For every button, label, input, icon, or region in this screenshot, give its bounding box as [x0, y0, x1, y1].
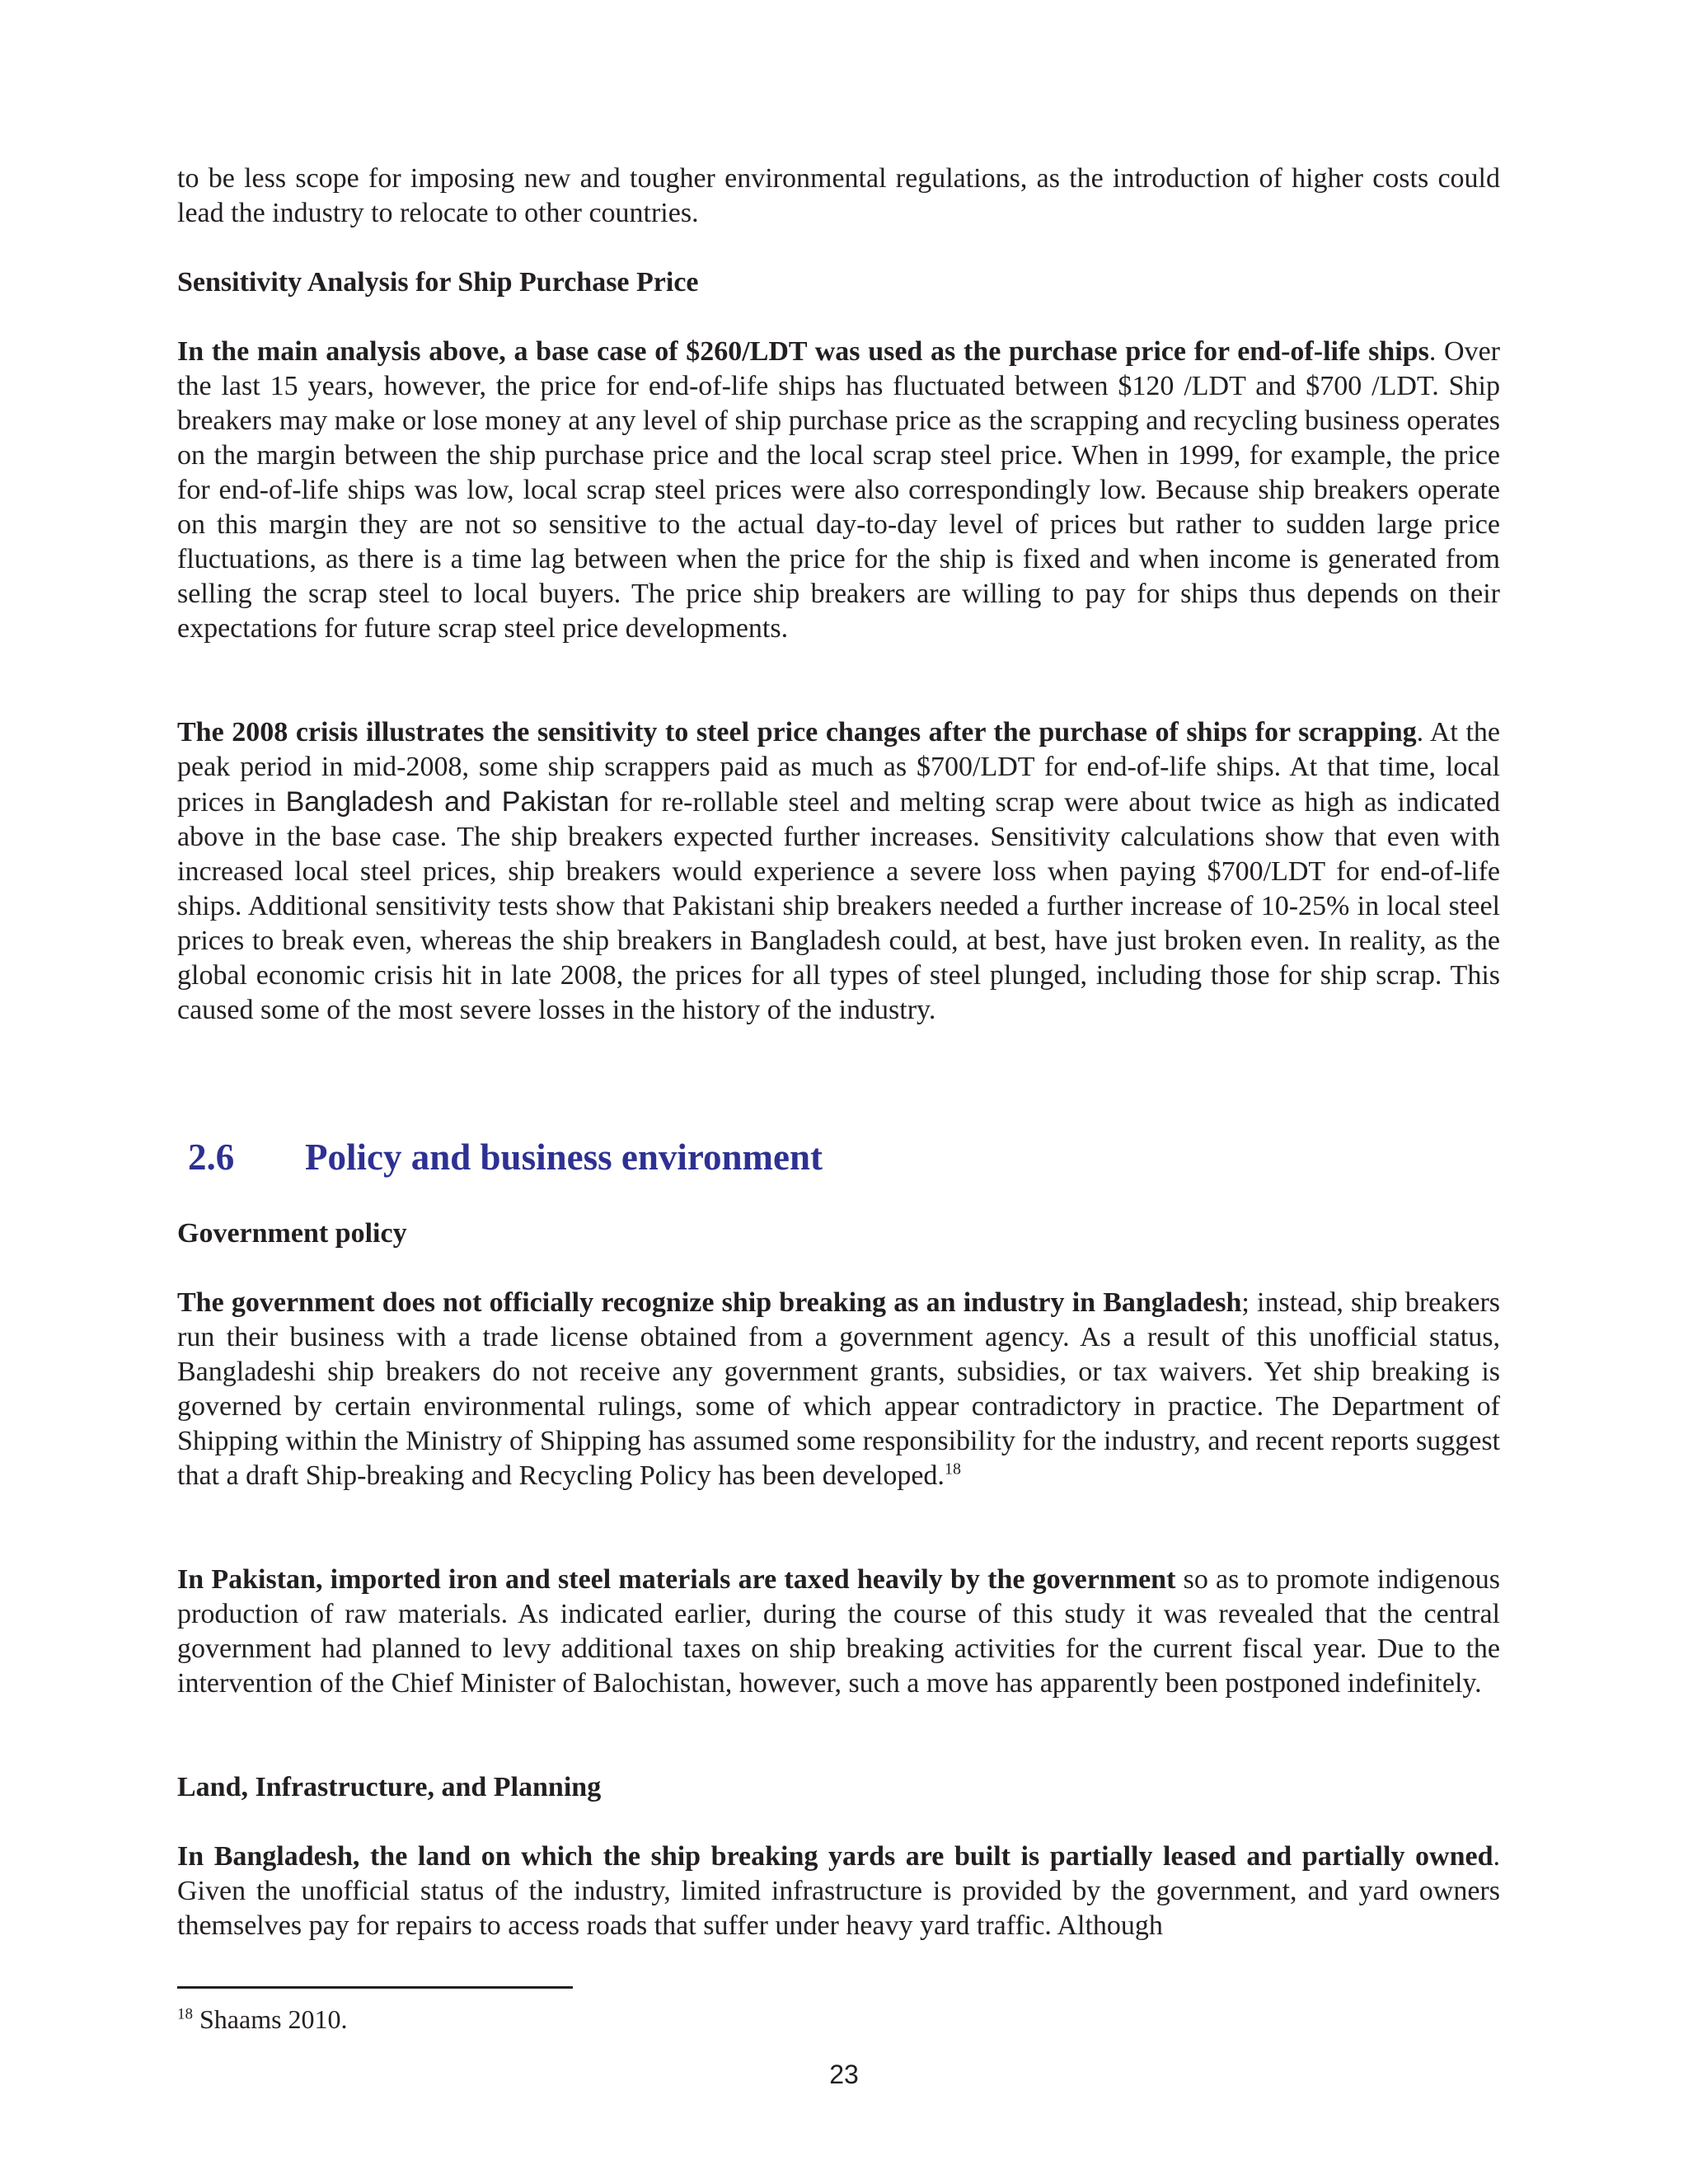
page-number: 23 [829, 2060, 859, 2089]
sensitivity-paragraph-1 [177, 335, 1500, 646]
section-number: 2.6 [188, 1137, 235, 1178]
government-heading: Government policy [177, 1218, 407, 1249]
footnote [177, 2003, 348, 2036]
government-para2-lead: In Pakistan, imported iron and steel materials are taxed heavily by the government [177, 1564, 1176, 1595]
sensitivity-para2-body-b: for re-rollable steel and melting scrap were about twice as high as indicated above in the base case. The ship breakers expected further increases. Sensitivity calculations show that even with increased local steel prices, ship breakers would experience a severe loss when paying $700/LDT for end-of-life ships. Additional sensitivity tests show that Pakistani ship breakers needed a further increase of 10-25% in local steel prices to break even, whereas the ship breakers in Bangladesh could, at best, have just broken even. In reality, as the global economic crisis hit in late 2008, the prices for all types of steel plunged, including those for ship scrap. This caused some of the most severe losses in the history of the industry. [177, 787, 1501, 1025]
sensitivity-paragraph-2 [177, 715, 1500, 1028]
sensitivity-heading: Sensitivity Analysis for Ship Purchase Price [177, 267, 699, 298]
footnote-divider [177, 1986, 573, 1989]
section-title: Policy and business environment [305, 1137, 823, 1178]
intro-paragraph [177, 162, 1500, 231]
land-paragraph-1 [177, 1840, 1500, 1943]
government-para1-lead: The government does not officially recognize ship breaking as an industry in Bangladesh [177, 1287, 1242, 1318]
land-para1-lead: In Bangladesh, the land on which the ship breaking yards are built is partially leased and partially owned [177, 1841, 1493, 1872]
government-para1-body: ; instead, ship breakers run their business with a trade license obtained from a government agency. As a result of this unofficial status, Bangladeshi ship breakers do not receive any government grants, subsidies, or tax waivers. Yet ship breaking is governed by certain environmental rulings, some of which appear contradictory in practice. The Department of Shipping within the Ministry of Shipping has assumed some responsibility for the industry, and recent reports suggest that a draft Ship-breaking and Recycling Policy has been developed. [177, 1287, 1501, 1491]
sensitivity-para1-lead: In the main analysis above, a base case of $260/LDT was used as the purchase price for end-of-life ships [177, 336, 1429, 367]
government-paragraph-1 [177, 1286, 1500, 1493]
section-heading [188, 1134, 823, 1180]
sensitivity-para1-body: . Over the last 15 years, however, the price for end-of-life ships has fluctuated between $120 /LDT and $700 /LDT. Ship breakers may make or lose money at any level of ship purchase price as the scrapping and recycling business operates on the margin between the ship purchase price and the local scrap steel price. When in 1999, for example, the price for end-of-life ships was low, local scrap steel prices were also correspondingly low. Because ship breakers operate on this margin they are not so sensitive to the actual day-to-day level of prices but rather to sudden large price fluctuations, as there is a time lag between when the price for the ship is fixed and when income is generated from selling the scrap steel to local buyers. The price ship breakers are willing to pay for ships thus depends on their expectations for future scrap steel price developments. [177, 336, 1501, 644]
footnote-text: Shaams 2010. [193, 2004, 348, 2034]
intro-text: to be less scope for imposing new and tougher environmental regulations, as the introduction of higher costs could lead the industry to relocate to other countries. [177, 163, 1500, 228]
sensitivity-para2-countries: Bangladesh and Pakistan [285, 786, 610, 818]
land-heading: Land, Infrastructure, and Planning [177, 1772, 602, 1802]
government-para2-body: so as to promote indigenous production of raw materials. As indicated earlier, during the course of this study it was revealed that the central government had planned to levy additional taxes on ship breaking activities for the current fiscal year. Due to the intervention of the Chief Minister of Balochistan, however, such a move has apparently been postponed indefinitely. [177, 1564, 1500, 1699]
government-paragraph-2 [177, 1563, 1500, 1701]
footnote-reference: 18 [944, 1460, 961, 1479]
footnote-number: 18 [177, 2005, 193, 2023]
land-para1-body: . Given the unofficial status of the industry, limited infrastructure is provided by the government, and yard owners themselves pay for repairs to access roads that suffer under heavy yard traffic. Although [177, 1841, 1500, 1941]
sensitivity-para2-body-a: . At the peak period in mid-2008, some ship scrappers paid as much as $700/LDT for end-of-life ships. At that time, local prices in [177, 717, 1500, 818]
sensitivity-para2-lead: The 2008 crisis illustrates the sensitivity to steel price changes after the purchase of ships for scrapping [177, 717, 1417, 748]
